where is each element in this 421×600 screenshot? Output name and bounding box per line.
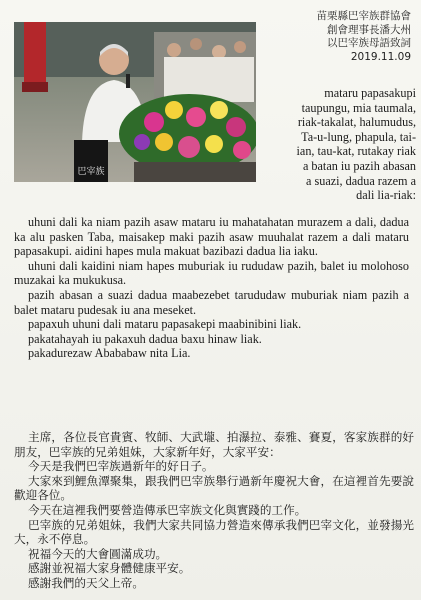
text-line: taupungu, mia taumala, (301, 100, 416, 115)
banner-text: 巴宰族 (77, 167, 105, 177)
chairman-name: 創會理事長潘大州 (327, 23, 411, 36)
paragraph: 感謝並祝福大家身體健康平安。 (28, 561, 191, 576)
text-line: pakadurezaw Abababaw nita Lia. (28, 346, 191, 361)
text-line: riak-takalat, halumudus, (297, 115, 416, 130)
text-line: Ta-u-lung, phapula, tai- (301, 129, 416, 144)
text-line: mataru papasakupi (324, 86, 416, 100)
header-block (271, 10, 411, 64)
text-line: papaxuh uhuni dali mataru papasakepi maabinibini liak. (28, 317, 302, 332)
organization-name: 苗栗縣巴宰族群協會 (316, 10, 411, 22)
paragraph: uhuni dali ka niam pazih asaw mataru iu mahatahatan murazem a dali, dadua ka alu pasken Taba, maisakep maki pazih asaw muuhalat razem a dali mataru papasakupi. aidini hapes mula makuat bazibazi dadua lia iaku. (14, 215, 409, 259)
text-line: a batan iu pazih abasan (302, 158, 416, 173)
text-line: pakatahayah iu pakaxuh dadua baxu hinaw liak. (28, 331, 262, 346)
text-line: a suazi, dadua razem a (306, 173, 416, 188)
paragraph: pazih abasan a suazi dadua maabezebet tarududaw muburiak niam pazih a balet mataru pudesak iu ana meseket. (14, 287, 409, 317)
paragraph: 感謝我們的天父上帝。 (28, 575, 144, 590)
paragraph: 今天是我們巴宰族過新年的好日子。 (28, 459, 214, 474)
paragraph: 大家來到鯉魚潭聚集，跟我們巴宰族舉行過新年慶祝大會，在這裡首先要說歡迎各位。 (14, 473, 414, 503)
paragraph: uhuni dali kaidini niam hapes muburiak iu rududaw pazih, balet iu molohoso muzakai ka mukukusa. (14, 258, 409, 288)
date: 2019.11.09 (350, 50, 411, 63)
pazeh-body (14, 215, 409, 361)
paragraph: 今天在這裡我們要營造傳承巴宰族文化與實踐的工作。 (28, 502, 307, 517)
paragraph: 祝福今天的大會圓滿成功。 (28, 546, 168, 561)
event-photo (14, 22, 256, 182)
paragraph: 主席，各位長官貴賓、牧師、大武壠、拍瀑拉、泰雅、賽夏，客家族群的好朋友，巴宰族的兄弟姐妹，大家新年好，大家平安： (14, 430, 414, 459)
chinese-body (14, 430, 414, 591)
text-line: dali lia-riak: (356, 188, 416, 203)
text-line: ian, tau-kat, rutakay riak (296, 144, 416, 159)
speech-subtitle: 以巴宰族母語致詞 (327, 37, 411, 49)
paragraph: 巴宰族的兄弟姐妹，我們大家共同協力營造來傳承我們巴宰文化，並發揚光大，永不停息。 (14, 517, 414, 547)
pazeh-intro (266, 86, 416, 203)
